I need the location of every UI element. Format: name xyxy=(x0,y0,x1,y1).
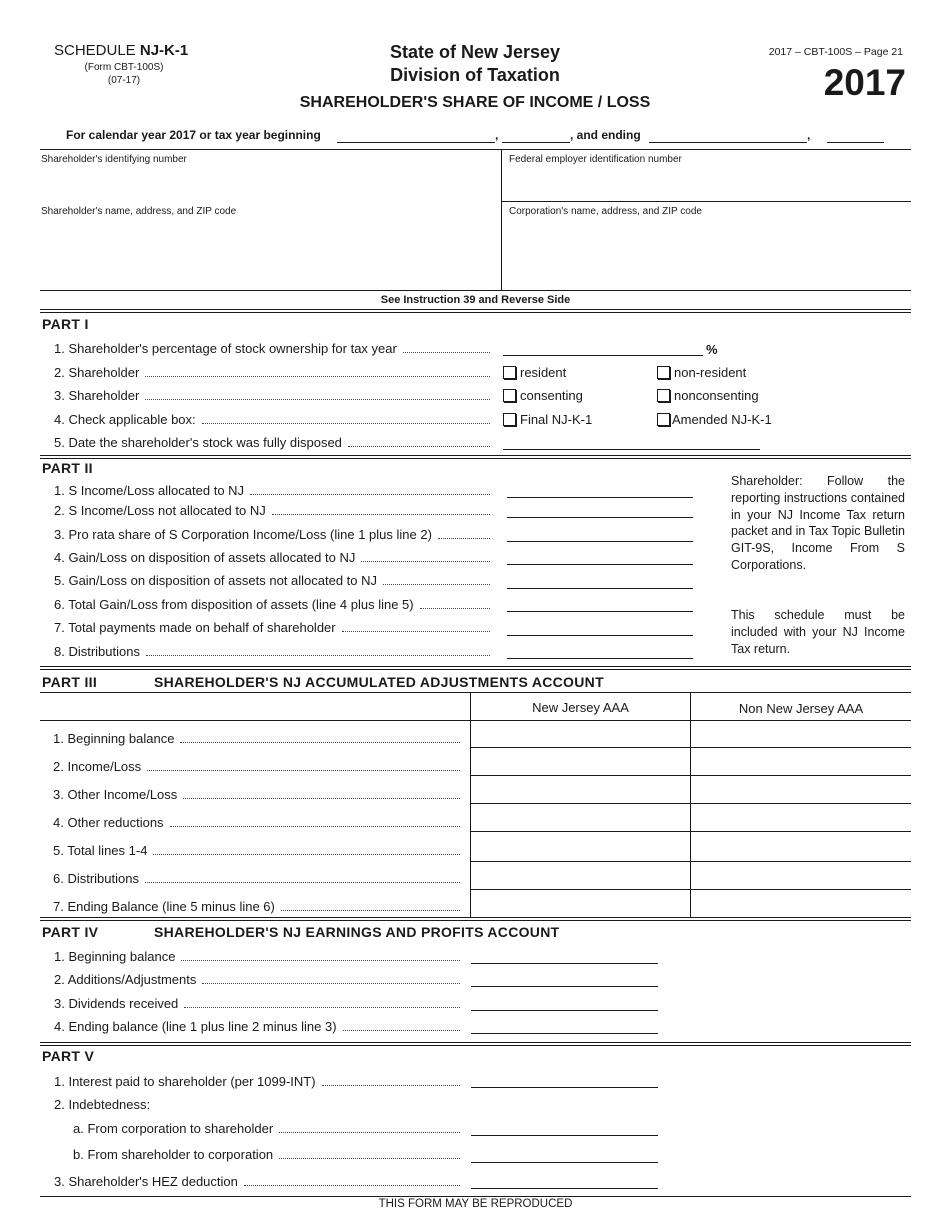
nj-aaa-cell-7[interactable] xyxy=(472,891,688,916)
dot-leader xyxy=(170,826,460,827)
part-3-title: SHAREHOLDER'S NJ ACCUMULATED ADJUSTMENTS ACCOUNT xyxy=(154,674,604,690)
part5-line-1: 1. Interest paid to shareholder (per 1099-INT) xyxy=(54,1074,316,1089)
rule-i xyxy=(40,1042,911,1043)
part4-line-2: 2. Additions/Adjustments xyxy=(54,972,197,987)
dot-leader xyxy=(145,882,460,883)
dot-leader xyxy=(202,423,490,424)
rule-f xyxy=(40,669,911,670)
end-year-field[interactable] xyxy=(827,142,884,143)
non-resident-checkbox[interactable] xyxy=(657,366,670,379)
part3-col-divider-1 xyxy=(470,692,471,918)
final-checkbox[interactable] xyxy=(503,413,516,426)
nj-aaa-cell-6[interactable] xyxy=(472,863,688,888)
consenting-checkbox[interactable] xyxy=(503,389,516,402)
part3-line-6: 6. Distributions xyxy=(53,871,139,886)
id-divider xyxy=(501,149,502,290)
part1-line-2: 2. Shareholder xyxy=(54,365,140,380)
part1-line-4: 4. Check applicable box: xyxy=(54,412,196,427)
nj-aaa-cell-5[interactable] xyxy=(472,833,688,860)
part2-field-7[interactable] xyxy=(507,635,693,636)
part5-line-2: 2. Indebtedness: xyxy=(54,1097,151,1112)
fein-label: Federal employer identification number xyxy=(509,154,682,165)
ownership-percent-field[interactable] xyxy=(503,355,703,356)
part3-header-rule xyxy=(40,692,911,693)
rule-a xyxy=(40,309,911,310)
part2-line-2: 2. S Income/Loss not allocated to NJ xyxy=(54,503,266,518)
id-top-rule xyxy=(40,149,911,150)
part2-line-4: 4. Gain/Loss on disposition of assets allocated to NJ xyxy=(54,550,356,565)
disposal-date-field[interactable] xyxy=(503,449,760,450)
rule-c xyxy=(40,455,911,456)
col-non-nj-aaa: Non New Jersey AAA xyxy=(738,701,864,716)
final-label: Final NJ-K-1 xyxy=(520,412,593,427)
percent-sign: % xyxy=(706,342,718,357)
part3-line-5: 5. Total lines 1-4 xyxy=(53,843,148,858)
part4-line-1: 1. Beginning balance xyxy=(54,949,176,964)
part-1-label: PART I xyxy=(42,316,89,332)
fein-rule xyxy=(501,201,911,202)
dot-leader xyxy=(145,376,490,377)
part2-line-1: 1. S Income/Loss allocated to NJ xyxy=(54,483,245,498)
part5-field-3[interactable] xyxy=(471,1188,658,1189)
part3-col-divider-2 xyxy=(690,692,691,918)
dot-leader xyxy=(244,1185,460,1186)
and-ending-label: , and ending xyxy=(570,128,641,142)
shareholder-name-label: Shareholder's name, address, and ZIP code xyxy=(41,206,237,217)
part3-grid-rule-5 xyxy=(470,861,911,862)
part3-line-4: 4. Other reductions xyxy=(53,815,164,830)
dot-leader xyxy=(348,446,490,447)
division-name: Division of Taxation xyxy=(390,65,560,85)
amended-label: Amended NJ-K-1 xyxy=(672,412,772,427)
dot-leader xyxy=(383,584,490,585)
part-2-label: PART II xyxy=(42,460,93,476)
part2-line-6: 6. Total Gain/Loss from disposition of assets (line 4 plus line 5) xyxy=(54,597,414,612)
page-title: SHAREHOLDER'S SHARE OF INCOME / LOSS xyxy=(299,94,651,111)
dot-leader xyxy=(279,1132,460,1133)
part4-line-4: 4. Ending balance (line 1 plus line 2 minus line 3) xyxy=(54,1019,337,1034)
part5-line-2b: b. From shareholder to corporation xyxy=(73,1147,274,1162)
non-nj-aaa-cell-3[interactable] xyxy=(692,777,910,802)
revision-date: (07-17) xyxy=(107,75,141,86)
part3-line-3: 3. Other Income/Loss xyxy=(53,787,178,802)
non-nj-aaa-cell-4[interactable] xyxy=(692,805,910,830)
dot-leader xyxy=(322,1085,460,1086)
form-ref: (Form CBT-100S) xyxy=(84,62,164,73)
shareholder-instructions-note: Shareholder: Follow the reporting instructions contained in your NJ Income Tax return packet and in Tax Topic Bulletin GIT-9S, Income From S Corporations. xyxy=(731,474,905,572)
schedule-label xyxy=(54,42,188,59)
part2-field-8[interactable] xyxy=(507,658,693,659)
dot-leader xyxy=(153,854,460,855)
end-date-field[interactable] xyxy=(649,142,807,143)
part2-field-4[interactable] xyxy=(507,564,693,565)
corp-name-label: Corporation's name, address, and ZIP code xyxy=(509,206,702,217)
schedule-code: NJ-K-1 xyxy=(139,42,189,59)
dot-leader xyxy=(343,1030,460,1031)
part2-field-3[interactable] xyxy=(507,541,693,542)
part5-line-3: 3. Shareholder's HEZ deduction xyxy=(54,1174,238,1189)
rule-g xyxy=(40,917,911,918)
part3-line-2: 2. Income/Loss xyxy=(53,759,142,774)
shareholder-id-field[interactable] xyxy=(40,168,495,200)
nj-aaa-cell-2[interactable] xyxy=(472,749,688,774)
part2-line-7: 7. Total payments made on behalf of shareholder xyxy=(54,620,336,635)
part3-grid-rule-0 xyxy=(40,720,911,721)
part1-line-3: 3. Shareholder xyxy=(54,388,140,403)
non-nj-aaa-cell-6[interactable] xyxy=(692,863,910,888)
part5-line-2a: a. From corporation to shareholder xyxy=(73,1121,274,1136)
page-reference: 2017 – CBT-100S – Page 21 xyxy=(768,46,903,58)
rule-j xyxy=(40,1045,911,1046)
dot-leader xyxy=(403,352,490,353)
tax-year: 2017 xyxy=(823,62,906,103)
non-nj-aaa-cell-2[interactable] xyxy=(692,749,910,774)
rule-h xyxy=(40,920,911,921)
part3-grid-rule-4 xyxy=(470,831,911,832)
part2-line-8: 8. Distributions xyxy=(54,644,140,659)
non-nj-aaa-cell-1[interactable] xyxy=(692,722,910,746)
part3-grid-rule-1 xyxy=(470,747,911,748)
dot-leader xyxy=(279,1158,460,1159)
dot-leader xyxy=(183,798,460,799)
part4-field-4[interactable] xyxy=(471,1033,658,1034)
comma-2: , xyxy=(807,128,811,142)
col-nj-aaa: New Jersey AAA xyxy=(532,700,629,715)
dot-leader xyxy=(145,399,490,400)
part4-field-2[interactable] xyxy=(471,986,658,987)
rule-e xyxy=(40,666,911,667)
non-nj-aaa-cell-7[interactable] xyxy=(692,891,910,916)
shareholder-id-label: Shareholder's identifying number xyxy=(41,154,187,165)
state-name: State of New Jersey xyxy=(389,42,561,62)
part4-line-3: 3. Dividends received xyxy=(54,996,179,1011)
dot-leader xyxy=(361,561,490,562)
part2-line-5: 5. Gain/Loss on disposition of assets not allocated to NJ xyxy=(54,573,378,588)
resident-label: resident xyxy=(520,365,567,380)
part-3-label: PART III xyxy=(42,674,98,690)
dot-leader xyxy=(438,538,490,539)
part2-field-1[interactable] xyxy=(507,497,693,498)
schedule-prefix: SCHEDULE xyxy=(54,42,136,59)
dot-leader xyxy=(272,514,490,515)
rule-b xyxy=(40,312,911,313)
part3-grid-rule-6 xyxy=(470,889,911,890)
non-resident-label: non-resident xyxy=(674,365,747,380)
part3-line-1: 1. Beginning balance xyxy=(53,731,175,746)
part1-line-5: 5. Date the shareholder's stock was fully disposed xyxy=(54,435,342,450)
dot-leader xyxy=(180,742,460,743)
part5-field-2a[interactable] xyxy=(471,1135,658,1136)
dot-leader xyxy=(281,910,460,911)
non-nj-aaa-cell-5[interactable] xyxy=(692,833,910,860)
nonconsenting-checkbox[interactable] xyxy=(657,389,670,402)
part3-grid-rule-3 xyxy=(470,803,911,804)
part1-line-1: 1. Shareholder's percentage of stock ownership for tax year xyxy=(54,341,397,356)
rule-d xyxy=(40,458,911,459)
nj-aaa-cell-3[interactable] xyxy=(472,777,688,802)
shareholder-name-field[interactable] xyxy=(40,220,495,286)
period-label: For calendar year 2017 or tax year beginning xyxy=(66,128,321,142)
footer-rule xyxy=(40,1196,911,1197)
part3-grid-rule-2 xyxy=(470,775,911,776)
part3-line-7: 7. Ending Balance (line 5 minus line 6) xyxy=(53,899,275,914)
part5-field-1[interactable] xyxy=(471,1087,658,1088)
part2-line-3: 3. Pro rata share of S Corporation Income/Loss (line 1 plus line 2) xyxy=(54,527,432,542)
dot-leader xyxy=(147,770,460,771)
part2-field-2[interactable] xyxy=(507,517,693,518)
begin-year-field[interactable] xyxy=(502,142,570,143)
comma-1: , xyxy=(495,128,499,142)
dot-leader xyxy=(202,983,460,984)
dot-leader xyxy=(184,1007,460,1008)
nj-aaa-cell-1[interactable] xyxy=(472,722,688,746)
consenting-label: consenting xyxy=(520,388,583,403)
part2-field-5[interactable] xyxy=(507,588,693,589)
fein-field[interactable] xyxy=(505,168,905,198)
begin-date-field[interactable] xyxy=(337,142,495,143)
part5-field-2b[interactable] xyxy=(471,1162,658,1163)
id-bottom-rule xyxy=(40,290,911,291)
corp-name-field[interactable] xyxy=(505,220,905,286)
dot-leader xyxy=(342,631,490,632)
schedule-inclusion-note: This schedule must be included with your NJ Income Tax return. xyxy=(731,608,905,656)
part-5-label: PART V xyxy=(42,1048,95,1064)
dot-leader xyxy=(250,494,490,495)
part-4-title: SHAREHOLDER'S NJ EARNINGS AND PROFITS ACCOUNT xyxy=(154,924,560,940)
nj-aaa-cell-4[interactable] xyxy=(472,805,688,830)
part4-field-1[interactable] xyxy=(471,963,658,964)
footer-note: THIS FORM MAY BE REPRODUCED xyxy=(378,1198,573,1210)
instruction-note: See Instruction 39 and Reverse Side xyxy=(380,294,571,306)
nonconsenting-label: nonconsenting xyxy=(674,388,759,403)
part-4-label: PART IV xyxy=(42,924,99,940)
dot-leader xyxy=(181,960,460,961)
part4-field-3[interactable] xyxy=(471,1010,658,1011)
resident-checkbox[interactable] xyxy=(503,366,516,379)
part2-field-6[interactable] xyxy=(507,611,693,612)
dot-leader xyxy=(420,608,490,609)
amended-checkbox[interactable] xyxy=(657,413,670,426)
dot-leader xyxy=(146,655,490,656)
